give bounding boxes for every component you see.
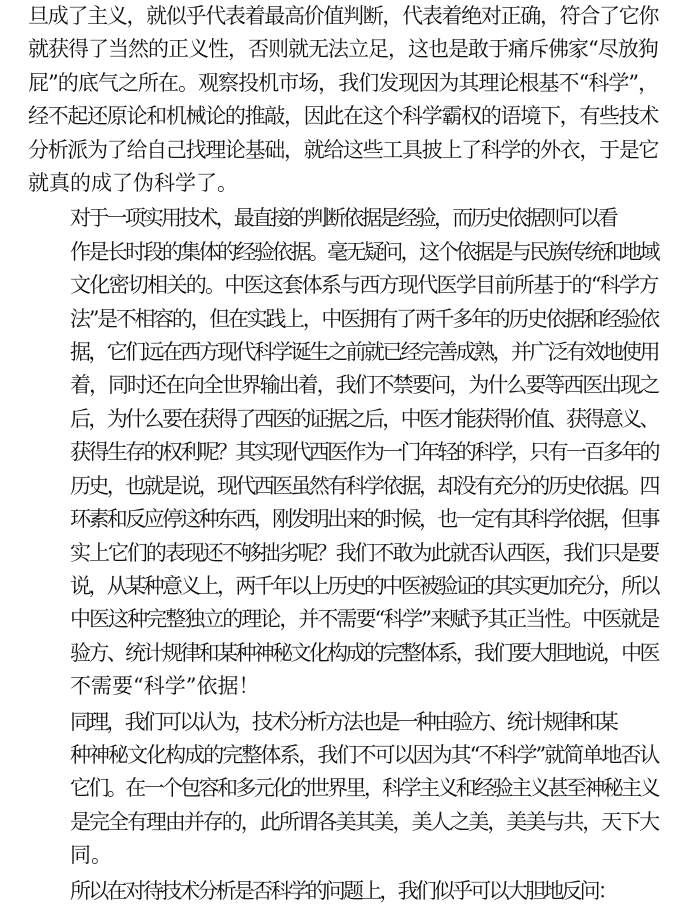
text-line: 对于一项实用技术，最直接的判断依据是经验，而历史依据则可以看 bbox=[70, 206, 616, 231]
text-line: 后，为什么要在获得了西医的证据之后，中医才能获得价值、获得意义、 bbox=[70, 406, 658, 431]
text-line: 种神秘文化构成的完整体系，我们不可以因为其“不科学”就简单地否认 bbox=[70, 742, 659, 767]
text-line: 屁”的底气之所在。观察投机市场，我们发现因为其理论根基不“科学”， bbox=[28, 70, 659, 95]
paragraph-3 bbox=[28, 706, 658, 873]
text-line: 获得生存的权利呢？其实现代西医作为一门年轻的科学，只有一百多年的 bbox=[70, 440, 658, 465]
text-line: 验方、统计规律和某种神秘文化构成的完整体系，我们要大胆地说，中医 bbox=[70, 640, 658, 665]
text-line: 历史，也就是说，现代西医虽然有科学依据，却没有充分的历史依据。四 bbox=[70, 473, 658, 498]
document-page bbox=[28, 0, 658, 908]
text-line: 法”是不相容的，但在实践上，中医拥有了两千多年的历史依据和经验依 bbox=[70, 306, 658, 331]
text-line: 就真的成了伪科学了。 bbox=[28, 171, 238, 196]
paragraph-1 bbox=[28, 0, 658, 200]
text-line: 中医这种完整独立的理论，并不需要“科学”来赋予其正当性。中医就是 bbox=[70, 607, 659, 632]
paragraph-4 bbox=[28, 875, 658, 908]
text-line: 文化密切相关的。中医这套体系与西方现代医学目前所基于的“科学方 bbox=[70, 273, 658, 298]
text-line: 环素和反应停这种东西，刚发明出来的时候，也一定有其科学依据，但事 bbox=[70, 507, 658, 532]
text-line: 说，从某种意义上，两千年以上历史的中医被验证的其实更加充分，所以 bbox=[70, 573, 658, 598]
text-line: 同理，我们可以认为，技术分析方法也是一种由验方、统计规律和某 bbox=[70, 709, 616, 734]
text-line: 是完全有理由并存的，此所谓各美其美，美人之美，美美与共，天下大 bbox=[70, 809, 659, 834]
text-line: 经不起还原论和机械论的推敲，因此在这个科学霸权的语境下，有些技术 bbox=[28, 104, 659, 129]
text-line: 就获得了当然的正义性，否则就无法立足，这也是敢于痛斥佛家“尽放狗 bbox=[28, 37, 658, 62]
text-line: 据，它们远在西方现代科学诞生之前就已经完善成熟，并广泛有效地使用 bbox=[70, 340, 658, 365]
text-line: 不需要“科学”依据！ bbox=[70, 674, 260, 699]
paragraph-2 bbox=[28, 202, 658, 703]
text-line: 所以在对待技术分析是否科学的问题上，我们似乎可以大胆地反问： bbox=[70, 878, 616, 903]
text-line: 同。 bbox=[70, 843, 112, 868]
text-line: 作是长时段的集体的经验依据。毫无疑问，这个依据是与民族传统和地域 bbox=[70, 239, 658, 264]
text-line: 着，同时还在向全世界输出着，我们不禁要问，为什么要等西医出现之 bbox=[70, 373, 659, 398]
text-line: 旦成了主义，就似乎代表着最高价值判断，代表着绝对正确，符合了它你 bbox=[28, 4, 659, 28]
text-line: 它们。在一个包容和多元化的世界里，科学主义和经验主义甚至神秘主义 bbox=[70, 776, 658, 801]
text-line: 实上它们的表现还不够拙劣呢？我们不敢为此就否认西医，我们只是要 bbox=[70, 540, 659, 565]
text-line: 分析派为了给自己找理论基础，就给这些工具披上了科学的外衣，于是它 bbox=[28, 137, 659, 162]
